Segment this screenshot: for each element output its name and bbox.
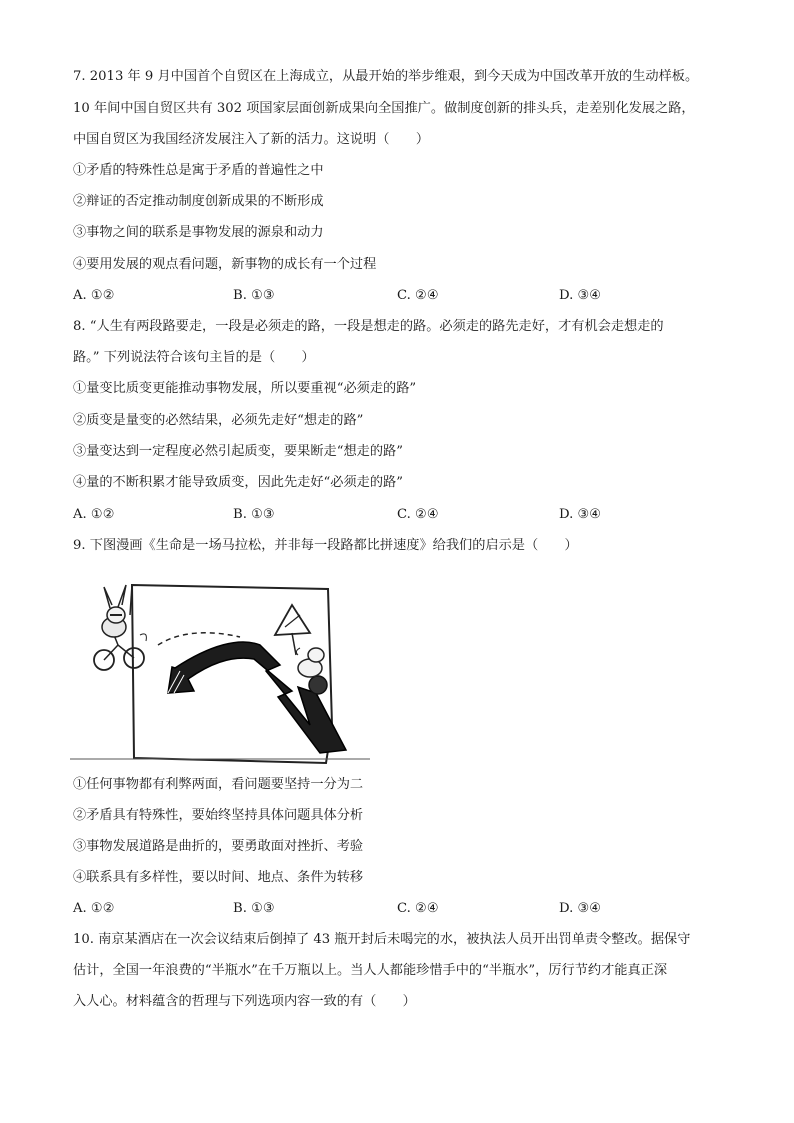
q7-statement-1: ①矛盾的特殊性总是寓于矛盾的普遍性之中 xyxy=(73,163,324,178)
q8-stem-line-1: 8. “人生有两段路要走，一段是必须走的路，一段是想走的路。必须走的路先走好，才有机会走想走的 xyxy=(73,319,664,334)
q9-statement-1: ①任何事物都有利弊两面，看问题要坚持一分为二 xyxy=(73,777,364,792)
q9-stem-line-1: 9. 下图漫画《生命是一场马拉松，并非每一段路都比拼速度》给我们的启示是（ ） xyxy=(73,538,578,553)
q9-statement-3: ③事物发展道路是曲折的，要勇敢面对挫折、考验 xyxy=(73,839,364,854)
q8-statement-3: ③量变达到一定程度必然引起质变，要果断走“想走的路” xyxy=(73,444,403,459)
q8-option-b[interactable]: B. ①③ xyxy=(233,507,275,522)
rabbit-cyclist-icon xyxy=(94,585,146,670)
q9-option-b[interactable]: B. ①③ xyxy=(233,901,275,916)
q7-option-a[interactable]: A. ①② xyxy=(73,288,115,303)
q8-statement-1: ①量变比质变更能推动事物发展，所以要重视“必须走的路” xyxy=(73,381,417,396)
q7-stem-line-1: 7. 2013 年 9 月中国首个自贸区在上海成立，从最开始的举步维艰，到今天成为中国改革开放的生动样板。 xyxy=(73,69,699,84)
q8-stem-line-2: 路。” 下列说法符合该句主旨的是（ ） xyxy=(73,350,315,365)
q10-stem-line-1: 10. 南京某酒店在一次会议结束后倒掉了 43 瓶开封后未喝完的水，被执法人员开出罚单责令整改。据保守 xyxy=(73,932,691,947)
q7-stem-line-3: 中国自贸区为我国经济发展注入了新的活力。这说明（ ） xyxy=(73,132,430,147)
q7-options xyxy=(73,287,733,305)
q10-stem-line-2: 估计，全国一年浪费的“半瓶水”在千万瓶以上。当人人都能珍惜手中的“半瓶水”，厉行节约才能真正深 xyxy=(73,963,668,978)
q9-options xyxy=(73,900,733,918)
q9-statement-4: ④联系具有多样性，要以时间、地点、条件为转移 xyxy=(73,870,364,885)
q9-cartoon-illustration xyxy=(70,575,370,765)
q7-statement-4: ④要用发展的观点看问题，新事物的成长有一个过程 xyxy=(73,257,377,272)
q9-option-d[interactable]: D. ③④ xyxy=(559,901,602,916)
q8-statement-4: ④量的不断积累才能导致质变，因此先走好“必须走的路” xyxy=(73,475,403,490)
q8-option-a[interactable]: A. ①② xyxy=(73,507,115,522)
q9-option-c[interactable]: C. ②④ xyxy=(397,901,439,916)
q9-option-a[interactable]: A. ①② xyxy=(73,901,115,916)
q8-statement-2: ②质变是量变的必然结果，必须先走好“想走的路” xyxy=(73,413,364,428)
q10-stem-line-3: 入人心。材料蕴含的哲理与下列选项内容一致的有（ ） xyxy=(73,994,416,1009)
q7-option-b[interactable]: B. ①③ xyxy=(233,288,275,303)
q7-option-d[interactable]: D. ③④ xyxy=(559,288,602,303)
q7-stem-line-2: 10 年间中国自贸区共有 302 项国家层面创新成果向全国推广。做制度创新的排头兵，走差别化发展之路， xyxy=(73,101,695,116)
q7-option-c[interactable]: C. ②④ xyxy=(397,288,439,303)
q7-statement-2: ②辩证的否定推动制度创新成果的不断形成 xyxy=(73,194,324,209)
q8-option-d[interactable]: D. ③④ xyxy=(559,507,602,522)
turtle-cyclist-icon xyxy=(296,648,327,694)
q7-statement-3: ③事物之间的联系是事物发展的源泉和动力 xyxy=(73,225,324,240)
q8-options xyxy=(73,506,733,524)
q8-option-c[interactable]: C. ②④ xyxy=(397,507,439,522)
warning-sign-icon xyxy=(275,605,310,655)
q9-statement-2: ②矛盾具有特殊性，要始终坚持具体问题具体分析 xyxy=(73,808,364,823)
